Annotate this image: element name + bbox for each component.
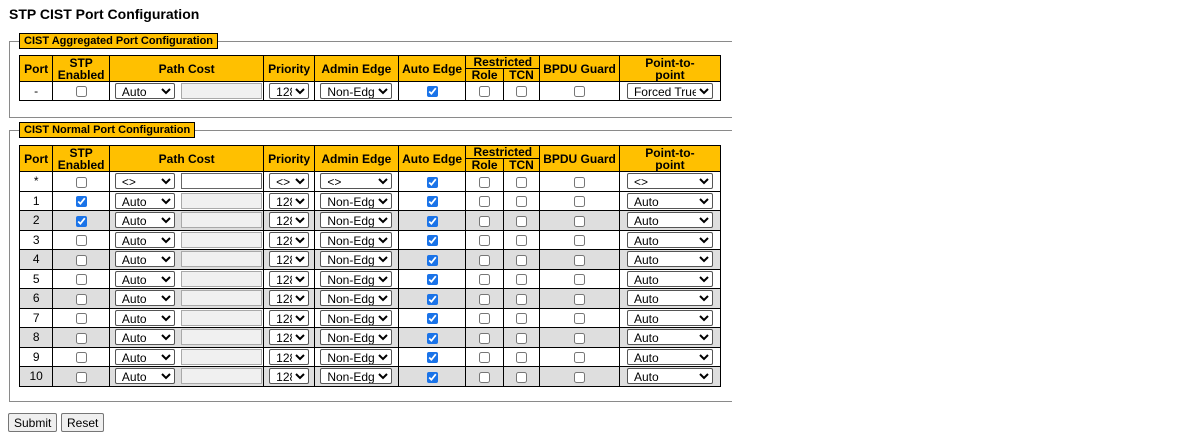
stp-enabled-checkbox[interactable] bbox=[76, 235, 87, 246]
point-to-point-select[interactable] bbox=[627, 251, 713, 267]
restricted-tcn-checkbox[interactable] bbox=[516, 274, 527, 285]
auto-edge-checkbox[interactable] bbox=[427, 352, 438, 363]
path-cost-mode-select[interactable] bbox=[115, 368, 175, 384]
port-number: - bbox=[20, 82, 53, 101]
col-priority: Priority bbox=[264, 56, 315, 82]
col-restricted: Restricted bbox=[466, 56, 540, 69]
priority-select[interactable] bbox=[269, 83, 309, 99]
restricted-role-checkbox[interactable] bbox=[479, 196, 490, 207]
stp-enabled-checkbox[interactable] bbox=[76, 372, 87, 383]
admin-edge-cell bbox=[314, 211, 398, 231]
restricted-role-checkbox[interactable] bbox=[479, 216, 490, 227]
stp-enabled-checkbox[interactable] bbox=[76, 333, 87, 344]
point-to-point-cell bbox=[619, 191, 720, 211]
restricted-role-cell bbox=[466, 230, 503, 250]
priority-select[interactable] bbox=[269, 329, 309, 345]
point-to-point-select[interactable] bbox=[627, 83, 713, 99]
bpdu-guard-checkbox[interactable] bbox=[574, 333, 585, 344]
stp-enabled-cell bbox=[53, 211, 110, 231]
restricted-role-checkbox[interactable] bbox=[479, 235, 490, 246]
col-restricted: Restricted bbox=[466, 146, 540, 159]
bpdu-guard-checkbox[interactable] bbox=[574, 255, 585, 266]
auto-edge-cell bbox=[398, 289, 466, 309]
restricted-role-cell bbox=[466, 172, 503, 192]
path-cost-mode-select[interactable] bbox=[115, 212, 175, 228]
restricted-role-cell bbox=[466, 289, 503, 309]
normal-table-header bbox=[20, 146, 721, 172]
restricted-tcn-checkbox[interactable] bbox=[516, 196, 527, 207]
auto-edge-cell bbox=[398, 250, 466, 270]
col-port: Port bbox=[20, 56, 53, 82]
port-number: 7 bbox=[20, 308, 53, 328]
auto-edge-checkbox[interactable] bbox=[427, 216, 438, 227]
restricted-tcn-cell bbox=[503, 269, 539, 289]
restricted-tcn-cell bbox=[503, 250, 539, 270]
priority-cell bbox=[264, 328, 315, 348]
admin-edge-cell bbox=[314, 308, 398, 328]
point-to-point-select[interactable] bbox=[627, 368, 713, 384]
col-restricted-role: Role bbox=[466, 159, 503, 172]
auto-edge-cell bbox=[398, 230, 466, 250]
point-to-point-select[interactable] bbox=[627, 173, 713, 189]
stp-enabled-cell bbox=[53, 328, 110, 348]
path-cost-mode-select[interactable] bbox=[115, 173, 175, 189]
priority-cell bbox=[264, 230, 315, 250]
path-cost-mode-select[interactable] bbox=[115, 290, 175, 306]
restricted-role-cell bbox=[466, 211, 503, 231]
admin-edge-select[interactable] bbox=[320, 193, 392, 209]
port-number: 1 bbox=[20, 191, 53, 211]
point-to-point-cell bbox=[619, 308, 720, 328]
admin-edge-select[interactable] bbox=[320, 173, 392, 189]
restricted-tcn-cell bbox=[503, 308, 539, 328]
col-stp-enabled-line2: Enabled bbox=[57, 157, 105, 172]
admin-edge-select[interactable] bbox=[320, 290, 392, 306]
col-auto-edge: Auto Edge bbox=[398, 146, 466, 172]
priority-select[interactable] bbox=[269, 310, 309, 326]
admin-edge-cell bbox=[314, 250, 398, 270]
bpdu-guard-checkbox[interactable] bbox=[574, 216, 585, 227]
bpdu-guard-cell bbox=[540, 172, 620, 192]
stp-enabled-checkbox[interactable] bbox=[76, 352, 87, 363]
aggregated-row bbox=[20, 82, 721, 101]
point-to-point-select[interactable] bbox=[627, 290, 713, 306]
port-number: 8 bbox=[20, 328, 53, 348]
path-cost-cell bbox=[109, 172, 264, 192]
stp-enabled-cell bbox=[53, 289, 110, 309]
col-p2p-line2: point bbox=[655, 157, 685, 172]
col-path-cost: Path Cost bbox=[109, 146, 264, 172]
col-stp-enabled-line1: STP bbox=[69, 55, 93, 70]
restricted-tcn-checkbox[interactable] bbox=[516, 235, 527, 246]
restricted-role-checkbox[interactable] bbox=[479, 177, 490, 188]
auto-edge-cell bbox=[398, 82, 466, 101]
path-cost-cell bbox=[109, 269, 264, 289]
port-row bbox=[20, 211, 721, 231]
path-cost-input[interactable] bbox=[181, 368, 262, 384]
port-number: 9 bbox=[20, 347, 53, 367]
port-row bbox=[20, 230, 721, 250]
restricted-tcn-checkbox[interactable] bbox=[516, 313, 527, 324]
stp-enabled-cell bbox=[53, 191, 110, 211]
col-restricted-tcn: TCN bbox=[503, 159, 539, 172]
path-cost-mode-select[interactable] bbox=[115, 349, 175, 365]
stp-enabled-cell bbox=[53, 172, 110, 192]
port-number: 2 bbox=[20, 211, 53, 231]
point-to-point-cell bbox=[619, 269, 720, 289]
restricted-tcn-cell bbox=[503, 172, 539, 192]
wildcard-row bbox=[20, 172, 721, 192]
col-point-to-point bbox=[619, 56, 720, 82]
auto-edge-cell bbox=[398, 172, 466, 192]
restricted-role-checkbox[interactable] bbox=[479, 372, 490, 383]
submit-button[interactable]: Submit bbox=[8, 413, 57, 432]
priority-select[interactable] bbox=[269, 271, 309, 287]
path-cost-input[interactable] bbox=[181, 349, 262, 365]
stp-enabled-cell bbox=[53, 230, 110, 250]
restricted-tcn-checkbox[interactable] bbox=[516, 372, 527, 383]
point-to-point-select[interactable] bbox=[627, 212, 713, 228]
admin-edge-select[interactable] bbox=[320, 212, 392, 228]
auto-edge-checkbox[interactable] bbox=[427, 235, 438, 246]
port-row bbox=[20, 308, 721, 328]
stp-enabled-cell bbox=[53, 250, 110, 270]
admin-edge-cell bbox=[314, 347, 398, 367]
path-cost-input[interactable] bbox=[181, 212, 262, 228]
admin-edge-cell bbox=[314, 367, 398, 387]
restricted-role-cell bbox=[466, 308, 503, 328]
point-to-point-cell bbox=[619, 211, 720, 231]
port-number: 6 bbox=[20, 289, 53, 309]
restricted-tcn-cell bbox=[503, 82, 539, 101]
priority-select[interactable] bbox=[269, 349, 309, 365]
priority-cell bbox=[264, 172, 315, 192]
admin-edge-cell bbox=[314, 289, 398, 309]
path-cost-input[interactable] bbox=[181, 251, 262, 267]
admin-edge-select[interactable] bbox=[320, 83, 392, 99]
stp-enabled-checkbox[interactable] bbox=[76, 86, 87, 97]
auto-edge-checkbox[interactable] bbox=[427, 177, 438, 188]
bpdu-guard-checkbox[interactable] bbox=[574, 352, 585, 363]
col-p2p-line2: point bbox=[655, 67, 685, 82]
bpdu-guard-checkbox[interactable] bbox=[574, 177, 585, 188]
stp-enabled-cell bbox=[53, 367, 110, 387]
restricted-role-checkbox[interactable] bbox=[479, 86, 490, 97]
path-cost-cell bbox=[109, 347, 264, 367]
restricted-role-checkbox[interactable] bbox=[479, 333, 490, 344]
cist-aggregated-fieldset bbox=[9, 33, 732, 118]
bpdu-guard-checkbox[interactable] bbox=[574, 294, 585, 305]
priority-select[interactable] bbox=[269, 232, 309, 248]
bpdu-guard-cell bbox=[540, 191, 620, 211]
col-stp-enabled bbox=[53, 56, 110, 82]
bpdu-guard-cell bbox=[540, 250, 620, 270]
restricted-role-checkbox[interactable] bbox=[479, 274, 490, 285]
priority-cell bbox=[264, 250, 315, 270]
point-to-point-cell bbox=[619, 82, 720, 101]
auto-edge-cell bbox=[398, 269, 466, 289]
priority-cell bbox=[264, 191, 315, 211]
restricted-role-cell bbox=[466, 347, 503, 367]
admin-edge-select[interactable] bbox=[320, 349, 392, 365]
bpdu-guard-cell bbox=[540, 230, 620, 250]
bpdu-guard-checkbox[interactable] bbox=[574, 196, 585, 207]
col-p2p-line1: Point-to- bbox=[645, 55, 695, 70]
stp-enabled-cell bbox=[53, 308, 110, 328]
auto-edge-cell bbox=[398, 191, 466, 211]
priority-select[interactable] bbox=[269, 251, 309, 267]
bpdu-guard-checkbox[interactable] bbox=[574, 274, 585, 285]
point-to-point-select[interactable] bbox=[627, 349, 713, 365]
stp-enabled-checkbox[interactable] bbox=[76, 313, 87, 324]
point-to-point-cell bbox=[619, 172, 720, 192]
bpdu-guard-checkbox[interactable] bbox=[574, 313, 585, 324]
path-cost-cell bbox=[109, 250, 264, 270]
cist-aggregated-legend: CIST Aggregated Port Configuration bbox=[19, 33, 218, 49]
auto-edge-cell bbox=[398, 347, 466, 367]
col-stp-enabled bbox=[53, 146, 110, 172]
priority-select[interactable] bbox=[269, 212, 309, 228]
priority-select[interactable] bbox=[269, 290, 309, 306]
port-number: 3 bbox=[20, 230, 53, 250]
stp-enabled-checkbox[interactable] bbox=[76, 294, 87, 305]
col-bpdu-guard: BPDU Guard bbox=[540, 146, 620, 172]
priority-cell bbox=[264, 82, 315, 101]
priority-cell bbox=[264, 308, 315, 328]
stp-enabled-cell bbox=[53, 82, 110, 101]
point-to-point-select[interactable] bbox=[627, 271, 713, 287]
col-admin-edge: Admin Edge bbox=[314, 146, 398, 172]
auto-edge-checkbox[interactable] bbox=[427, 255, 438, 266]
port-row bbox=[20, 250, 721, 270]
path-cost-mode-select[interactable] bbox=[115, 83, 175, 99]
auto-edge-cell bbox=[398, 328, 466, 348]
page-title: STP CIST Port Configuration bbox=[9, 6, 200, 22]
priority-select[interactable] bbox=[269, 173, 309, 189]
restricted-role-cell bbox=[466, 82, 503, 101]
path-cost-input[interactable] bbox=[181, 271, 262, 287]
col-point-to-point bbox=[619, 146, 720, 172]
col-stp-enabled-line1: STP bbox=[69, 145, 93, 160]
port-row bbox=[20, 191, 721, 211]
col-path-cost: Path Cost bbox=[109, 56, 264, 82]
port-row bbox=[20, 367, 721, 387]
point-to-point-cell bbox=[619, 328, 720, 348]
restricted-role-checkbox[interactable] bbox=[479, 294, 490, 305]
restricted-tcn-cell bbox=[503, 289, 539, 309]
auto-edge-checkbox[interactable] bbox=[427, 274, 438, 285]
path-cost-mode-select[interactable] bbox=[115, 310, 175, 326]
stp-enabled-cell bbox=[53, 347, 110, 367]
priority-cell bbox=[264, 347, 315, 367]
point-to-point-cell bbox=[619, 289, 720, 309]
cist-normal-fieldset bbox=[9, 122, 732, 402]
restricted-tcn-cell bbox=[503, 367, 539, 387]
priority-cell bbox=[264, 269, 315, 289]
auto-edge-checkbox[interactable] bbox=[427, 196, 438, 207]
path-cost-input[interactable] bbox=[181, 310, 262, 326]
col-bpdu-guard: BPDU Guard bbox=[540, 56, 620, 82]
path-cost-mode-select[interactable] bbox=[115, 251, 175, 267]
path-cost-input[interactable] bbox=[181, 83, 262, 99]
col-stp-enabled-line2: Enabled bbox=[57, 67, 105, 82]
restricted-tcn-cell bbox=[503, 230, 539, 250]
col-port: Port bbox=[20, 146, 53, 172]
col-auto-edge: Auto Edge bbox=[398, 56, 466, 82]
restricted-tcn-cell bbox=[503, 211, 539, 231]
aggregated-table-header bbox=[20, 56, 721, 82]
restricted-role-checkbox[interactable] bbox=[479, 313, 490, 324]
col-restricted-role: Role bbox=[466, 69, 503, 82]
stp-enabled-checkbox[interactable] bbox=[76, 177, 87, 188]
cist-normal-legend: CIST Normal Port Configuration bbox=[19, 122, 195, 138]
path-cost-input[interactable] bbox=[181, 329, 262, 345]
admin-edge-select[interactable] bbox=[320, 329, 392, 345]
path-cost-cell bbox=[109, 308, 264, 328]
path-cost-cell bbox=[109, 191, 264, 211]
bpdu-guard-cell bbox=[540, 269, 620, 289]
admin-edge-select[interactable] bbox=[320, 232, 392, 248]
auto-edge-checkbox[interactable] bbox=[427, 372, 438, 383]
path-cost-mode-select[interactable] bbox=[115, 232, 175, 248]
stp-enabled-checkbox[interactable] bbox=[76, 255, 87, 266]
point-to-point-select[interactable] bbox=[627, 193, 713, 209]
col-restricted-tcn: TCN bbox=[503, 69, 539, 82]
restricted-tcn-checkbox[interactable] bbox=[516, 352, 527, 363]
path-cost-input[interactable] bbox=[181, 290, 262, 306]
bpdu-guard-checkbox[interactable] bbox=[574, 235, 585, 246]
admin-edge-cell bbox=[314, 269, 398, 289]
port-row bbox=[20, 328, 721, 348]
restricted-role-cell bbox=[466, 367, 503, 387]
bpdu-guard-cell bbox=[540, 289, 620, 309]
restricted-tcn-cell bbox=[503, 191, 539, 211]
restricted-role-cell bbox=[466, 328, 503, 348]
path-cost-input[interactable] bbox=[181, 232, 262, 248]
stp-enabled-cell bbox=[53, 269, 110, 289]
auto-edge-cell bbox=[398, 367, 466, 387]
point-to-point-cell bbox=[619, 347, 720, 367]
path-cost-cell bbox=[109, 230, 264, 250]
auto-edge-checkbox[interactable] bbox=[427, 313, 438, 324]
auto-edge-checkbox[interactable] bbox=[427, 333, 438, 344]
stp-enabled-checkbox[interactable] bbox=[76, 196, 87, 207]
point-to-point-cell bbox=[619, 367, 720, 387]
bpdu-guard-checkbox[interactable] bbox=[574, 372, 585, 383]
path-cost-cell bbox=[109, 367, 264, 387]
bpdu-guard-cell bbox=[540, 82, 620, 101]
normal-table-body bbox=[20, 172, 721, 387]
port-number: 5 bbox=[20, 269, 53, 289]
restricted-role-cell bbox=[466, 250, 503, 270]
restricted-tcn-cell bbox=[503, 328, 539, 348]
admin-edge-cell bbox=[314, 230, 398, 250]
path-cost-cell bbox=[109, 328, 264, 348]
col-admin-edge: Admin Edge bbox=[314, 56, 398, 82]
restricted-role-cell bbox=[466, 269, 503, 289]
auto-edge-cell bbox=[398, 308, 466, 328]
bpdu-guard-cell bbox=[540, 347, 620, 367]
bpdu-guard-checkbox[interactable] bbox=[574, 86, 585, 97]
priority-cell bbox=[264, 211, 315, 231]
admin-edge-cell bbox=[314, 82, 398, 101]
point-to-point-cell bbox=[619, 230, 720, 250]
restricted-tcn-checkbox[interactable] bbox=[516, 216, 527, 227]
path-cost-cell bbox=[109, 211, 264, 231]
restricted-role-checkbox[interactable] bbox=[479, 352, 490, 363]
col-priority: Priority bbox=[264, 146, 315, 172]
path-cost-mode-select[interactable] bbox=[115, 271, 175, 287]
restricted-tcn-checkbox[interactable] bbox=[516, 294, 527, 305]
point-to-point-cell bbox=[619, 250, 720, 270]
port-number: * bbox=[20, 172, 53, 192]
admin-edge-cell bbox=[314, 328, 398, 348]
aggregated-port-table bbox=[19, 55, 721, 101]
restricted-tcn-checkbox[interactable] bbox=[516, 255, 527, 266]
priority-select[interactable] bbox=[269, 368, 309, 384]
priority-cell bbox=[264, 289, 315, 309]
port-row bbox=[20, 289, 721, 309]
path-cost-cell bbox=[109, 82, 264, 101]
restricted-tcn-checkbox[interactable] bbox=[516, 86, 527, 97]
bpdu-guard-cell bbox=[540, 211, 620, 231]
stp-enabled-checkbox[interactable] bbox=[76, 274, 87, 285]
point-to-point-select[interactable] bbox=[627, 310, 713, 326]
priority-cell bbox=[264, 367, 315, 387]
path-cost-mode-select[interactable] bbox=[115, 193, 175, 209]
restricted-tcn-checkbox[interactable] bbox=[516, 333, 527, 344]
admin-edge-select[interactable] bbox=[320, 310, 392, 326]
restricted-role-checkbox[interactable] bbox=[479, 255, 490, 266]
reset-button[interactable]: Reset bbox=[61, 413, 104, 432]
auto-edge-checkbox[interactable] bbox=[427, 86, 438, 97]
auto-edge-cell bbox=[398, 211, 466, 231]
auto-edge-checkbox[interactable] bbox=[427, 294, 438, 305]
bpdu-guard-cell bbox=[540, 308, 620, 328]
bpdu-guard-cell bbox=[540, 367, 620, 387]
bpdu-guard-cell bbox=[540, 328, 620, 348]
restricted-tcn-checkbox[interactable] bbox=[516, 177, 527, 188]
col-p2p-line1: Point-to- bbox=[645, 145, 695, 160]
port-row bbox=[20, 347, 721, 367]
restricted-role-cell bbox=[466, 191, 503, 211]
admin-edge-select[interactable] bbox=[320, 271, 392, 287]
path-cost-cell bbox=[109, 289, 264, 309]
point-to-point-select[interactable] bbox=[627, 232, 713, 248]
admin-edge-cell bbox=[314, 172, 398, 192]
normal-port-table bbox=[19, 145, 721, 387]
admin-edge-select[interactable] bbox=[320, 368, 392, 384]
point-to-point-select[interactable] bbox=[627, 329, 713, 345]
path-cost-mode-select[interactable] bbox=[115, 329, 175, 345]
port-number: 4 bbox=[20, 250, 53, 270]
stp-enabled-checkbox[interactable] bbox=[76, 216, 87, 227]
restricted-tcn-cell bbox=[503, 347, 539, 367]
port-row bbox=[20, 269, 721, 289]
admin-edge-select[interactable] bbox=[320, 251, 392, 267]
path-cost-input[interactable] bbox=[181, 173, 262, 189]
admin-edge-cell bbox=[314, 191, 398, 211]
port-number: 10 bbox=[20, 367, 53, 387]
priority-select[interactable] bbox=[269, 193, 309, 209]
path-cost-input[interactable] bbox=[181, 193, 262, 209]
